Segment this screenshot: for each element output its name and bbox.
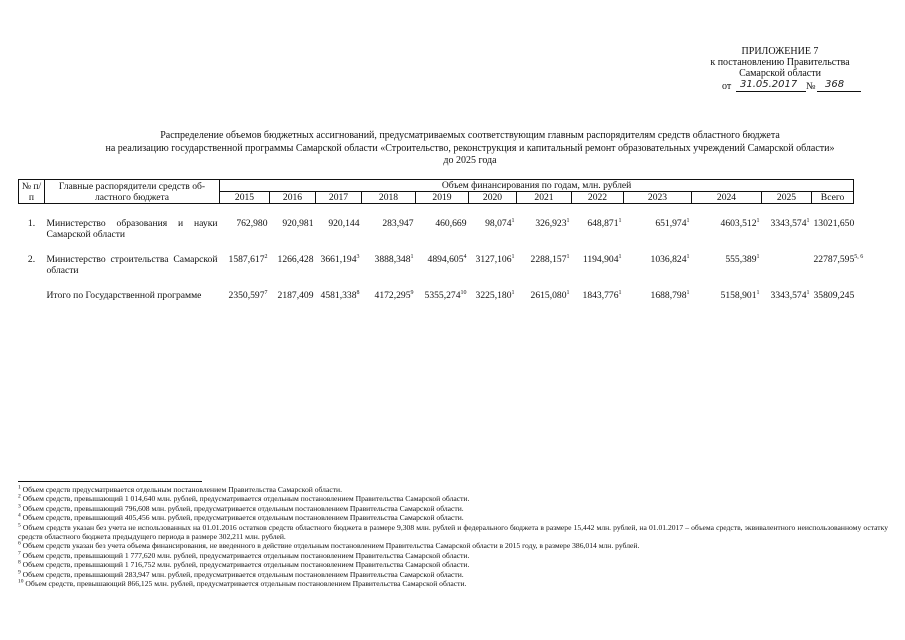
footnote-rule bbox=[18, 481, 202, 482]
footnote-ref: 3 bbox=[356, 253, 360, 260]
footnote-item: $^5$ Объем средств указан без учета не использованных на 01.01.2016 остатков средств областного бюджета в размере 9,308 млн. рублей и федерального бюджета в размере 15,442 млн. рублей, на 01.01.2017 – объема средств, эквивалентного неиспользованному остатку средств областного бюджета предыдущего периода в размере 302,211 млн. рублей. bbox=[18, 522, 888, 542]
date-underline bbox=[736, 91, 806, 92]
row-spacer bbox=[19, 276, 854, 290]
cell-value: 4894,605$^4$ bbox=[427, 253, 467, 265]
footnote-item: $^3$ Объем средств, превышающий 796,608 млн. рублей, предусматривается отдельным постановлением Правительства Самарской области. bbox=[18, 503, 464, 513]
cell-value: 555,389$^1$ bbox=[725, 253, 760, 265]
footnote-item: $^6$ Объем средств указан без учета объема финансирования, не введенного в действие отдельным постановлением Правительства Самарской области в 2015 году, в размере 386,014 млн. рублей. bbox=[18, 540, 640, 551]
footnote-number: 1 bbox=[18, 484, 21, 491]
cell-value: 5355,274$^{10}$ bbox=[424, 289, 467, 301]
footnote-ref: 1 bbox=[618, 253, 622, 260]
footnote-number: 6 bbox=[18, 540, 21, 547]
footnote-ref: 8 bbox=[356, 289, 360, 296]
cell-value: 3343,574$^1$ bbox=[770, 217, 810, 229]
cell-value: 2615,080$^1$ bbox=[530, 289, 570, 301]
year-header-3: 2017 bbox=[316, 192, 362, 204]
footnote-ref: 1 bbox=[566, 217, 570, 224]
footnote-item: $^2$ Объем средств, превышающий 1 014,640 млн. рублей, предусматривается отдельным постановлением Правительства Самарской области. bbox=[18, 493, 470, 504]
footnote-ref: 1 bbox=[566, 289, 570, 296]
footnote-item: $^1$ Объем средств предусматривается отдельным постановлением Правительства Самарской области. bbox=[18, 484, 342, 494]
footnote-ref: 1 bbox=[511, 289, 515, 296]
cell-value: 1266,428 bbox=[277, 254, 314, 265]
cell-value: 2350,597$^7$ bbox=[228, 289, 268, 301]
footnote-ref: 1 bbox=[410, 253, 414, 260]
cell-value: 35809,245 bbox=[813, 290, 855, 301]
row-name: Министерство образования и науки Самарской области bbox=[46, 218, 218, 240]
title-line-3: до 2025 года bbox=[443, 155, 497, 166]
cell-value: 5158,901$^1$ bbox=[720, 289, 760, 301]
year-header-7: 2021 bbox=[517, 192, 572, 204]
cell-value: 651,974$^1$ bbox=[655, 217, 690, 229]
footnote-ref: 7 bbox=[264, 289, 268, 296]
year-header-4: 2018 bbox=[362, 192, 416, 204]
cell-value: 3661,194$^3$ bbox=[320, 253, 360, 265]
cell-value: 2288,157$^1$ bbox=[530, 253, 570, 265]
table-body bbox=[19, 204, 864, 302]
footnote-number: 9 bbox=[18, 569, 21, 576]
cell-value: 762,980 bbox=[236, 218, 268, 229]
row-name: Итого по Государственной программе bbox=[46, 290, 202, 301]
cell-value bbox=[762, 254, 812, 276]
year-header-9: 2023 bbox=[624, 192, 692, 204]
footnote-ref: 1 bbox=[511, 253, 515, 260]
row-index: 1. bbox=[27, 218, 36, 229]
cell-value: 4603,512$^1$ bbox=[720, 217, 760, 229]
footnote-ref: 1 bbox=[686, 289, 690, 296]
row-name: Министерство строительства Самарской области bbox=[46, 254, 218, 276]
appendix-date-number bbox=[690, 79, 870, 95]
cell-value: 98,074$^1$ bbox=[485, 217, 515, 229]
cell-value: 3127,106$^1$ bbox=[475, 253, 515, 265]
table-row bbox=[19, 290, 854, 301]
table-row bbox=[19, 218, 854, 240]
footnote-ref: 1 bbox=[756, 289, 760, 296]
footnote-list bbox=[18, 485, 888, 588]
number-underline bbox=[817, 91, 861, 92]
number-label: № bbox=[806, 81, 816, 92]
row-spacer bbox=[19, 240, 854, 254]
cell-value: 4172,295$^9$ bbox=[374, 289, 414, 301]
footnote-ref: 10 bbox=[460, 289, 467, 296]
appendix-ref-line: к постановлению Правительства bbox=[710, 57, 850, 68]
footnote-ref: 1 bbox=[686, 217, 690, 224]
table-row bbox=[19, 254, 854, 276]
cell-value: 920,144 bbox=[328, 218, 360, 229]
row-spacer bbox=[19, 204, 854, 219]
footnote-ref: 4 bbox=[463, 253, 467, 260]
financing-table bbox=[18, 179, 864, 301]
footnote-number: 4 bbox=[18, 512, 21, 519]
appendix-header bbox=[690, 46, 870, 95]
cell-value: 2187,409 bbox=[277, 290, 314, 301]
year-header-6: 2020 bbox=[469, 192, 517, 204]
cell-value: 648,871$^1$ bbox=[587, 217, 622, 229]
col-header-group: Объем финансирования по годам, млн. рублей bbox=[220, 180, 854, 192]
year-header-12: Всего bbox=[812, 192, 854, 204]
cell-value: 4581,338$^8$ bbox=[320, 289, 360, 301]
spacer-cell bbox=[19, 204, 854, 219]
row-index: 2. bbox=[27, 254, 36, 265]
footnote-number: 5 bbox=[18, 522, 21, 529]
year-header-11: 2025 bbox=[762, 192, 812, 204]
footnote-ref: 1 bbox=[566, 253, 570, 260]
cell-value: 1688,798$^1$ bbox=[650, 289, 690, 301]
footnote-ref: 1 bbox=[511, 217, 515, 224]
from-label: от bbox=[722, 81, 732, 92]
cell-value: 3343,574$^1$ bbox=[770, 289, 810, 301]
footnote-ref: 5, 6 bbox=[854, 253, 864, 260]
footnote-ref: 1 bbox=[756, 253, 760, 260]
cell-value: 13021,650 bbox=[813, 218, 855, 229]
spacer-cell bbox=[19, 240, 854, 254]
cell-value: 460,669 bbox=[435, 218, 467, 229]
document-title bbox=[40, 130, 900, 168]
footnote-number: 3 bbox=[18, 503, 21, 510]
appendix-title: ПРИЛОЖЕНИЕ 7 bbox=[741, 46, 819, 57]
year-header-10: 2024 bbox=[692, 192, 762, 204]
spacer-cell bbox=[19, 276, 854, 290]
footnote-ref: 1 bbox=[806, 289, 810, 296]
footnote-ref: 2 bbox=[264, 253, 268, 260]
row-index bbox=[19, 290, 45, 301]
footnote-ref: 1 bbox=[756, 217, 760, 224]
footnote-item: $^4$ Объем средств, превышающий 405,456 млн. рублей, предусматривается отдельным постановлением Правительства Самарской области. bbox=[18, 512, 464, 523]
cell-value: 920,981 bbox=[282, 218, 314, 229]
footnote-number: 2 bbox=[18, 493, 21, 500]
col-header-name: Главные распорядители средств об- ластного бюджета bbox=[45, 180, 220, 204]
cell-value: 1587,617$^2$ bbox=[228, 253, 268, 265]
footnote-ref: 1 bbox=[686, 253, 690, 260]
cell-value: 1843,776$^1$ bbox=[582, 289, 622, 301]
footnote-number: 8 bbox=[18, 559, 21, 566]
year-header-5: 2019 bbox=[416, 192, 469, 204]
year-header-8: 2022 bbox=[572, 192, 624, 204]
cell-value: 3888,348$^1$ bbox=[374, 253, 414, 265]
cell-value: 326,923$^1$ bbox=[535, 217, 570, 229]
year-header-2: 2016 bbox=[270, 192, 316, 204]
footnote-item: $^9$ Объем средств, превышающий 283,947 млн. рублей, предусматривается отдельным постановлением Правительства Самарской области. bbox=[18, 569, 464, 579]
footnote-item: $^8$ Объем средств, превышающий 1 716,752 млн. рублей, предусматривается отдельным постановлением Правительства Самарской области. bbox=[18, 559, 470, 570]
handwritten-date: 31.05.2017 bbox=[740, 79, 798, 90]
cell-value: 3225,180$^1$ bbox=[475, 289, 515, 301]
cell-value: 283,947 bbox=[382, 218, 414, 229]
footnote-ref: 1 bbox=[806, 217, 810, 224]
cell-value: 1194,904$^1$ bbox=[582, 253, 622, 265]
footnote-ref: 9 bbox=[410, 289, 414, 296]
title-line-1: Распределение объемов бюджетных ассигнований, предусматриваемых соответствующим главным распорядителям средств областного бюджета bbox=[160, 130, 780, 141]
col-header-index: № п/п bbox=[19, 180, 45, 204]
footnote-number: 7 bbox=[18, 550, 21, 557]
footnote-item: $^7$ Объем средств, превышающий 1 777,620 млн. рублей, предусматривается отдельным постановлением Правительства Самарской области. bbox=[18, 550, 470, 560]
title-line-2: на реализацию государственной программы Самарской области «Строительство, реконструкция и капитальный ремонт образовательных учреждений Самарской области» bbox=[105, 142, 835, 154]
cell-value: 1036,824$^1$ bbox=[650, 253, 690, 265]
footnotes bbox=[18, 481, 888, 588]
footnote-ref: 1 bbox=[618, 289, 622, 296]
footnote-number: 10 bbox=[18, 578, 24, 585]
year-header-1: 2015 bbox=[220, 192, 270, 204]
footnote-item: $^{10}$ Объем средств, превышающий 866,125 млн. рублей, предусматривается отдельным постановлением Правительства Самарской области. bbox=[18, 578, 467, 589]
appendix-region: Самарской области bbox=[739, 68, 821, 79]
footnote-ref: 1 bbox=[618, 217, 622, 224]
handwritten-number: 368 bbox=[825, 79, 845, 90]
cell-value: 22787,595$^{5, 6}$ bbox=[813, 253, 864, 265]
